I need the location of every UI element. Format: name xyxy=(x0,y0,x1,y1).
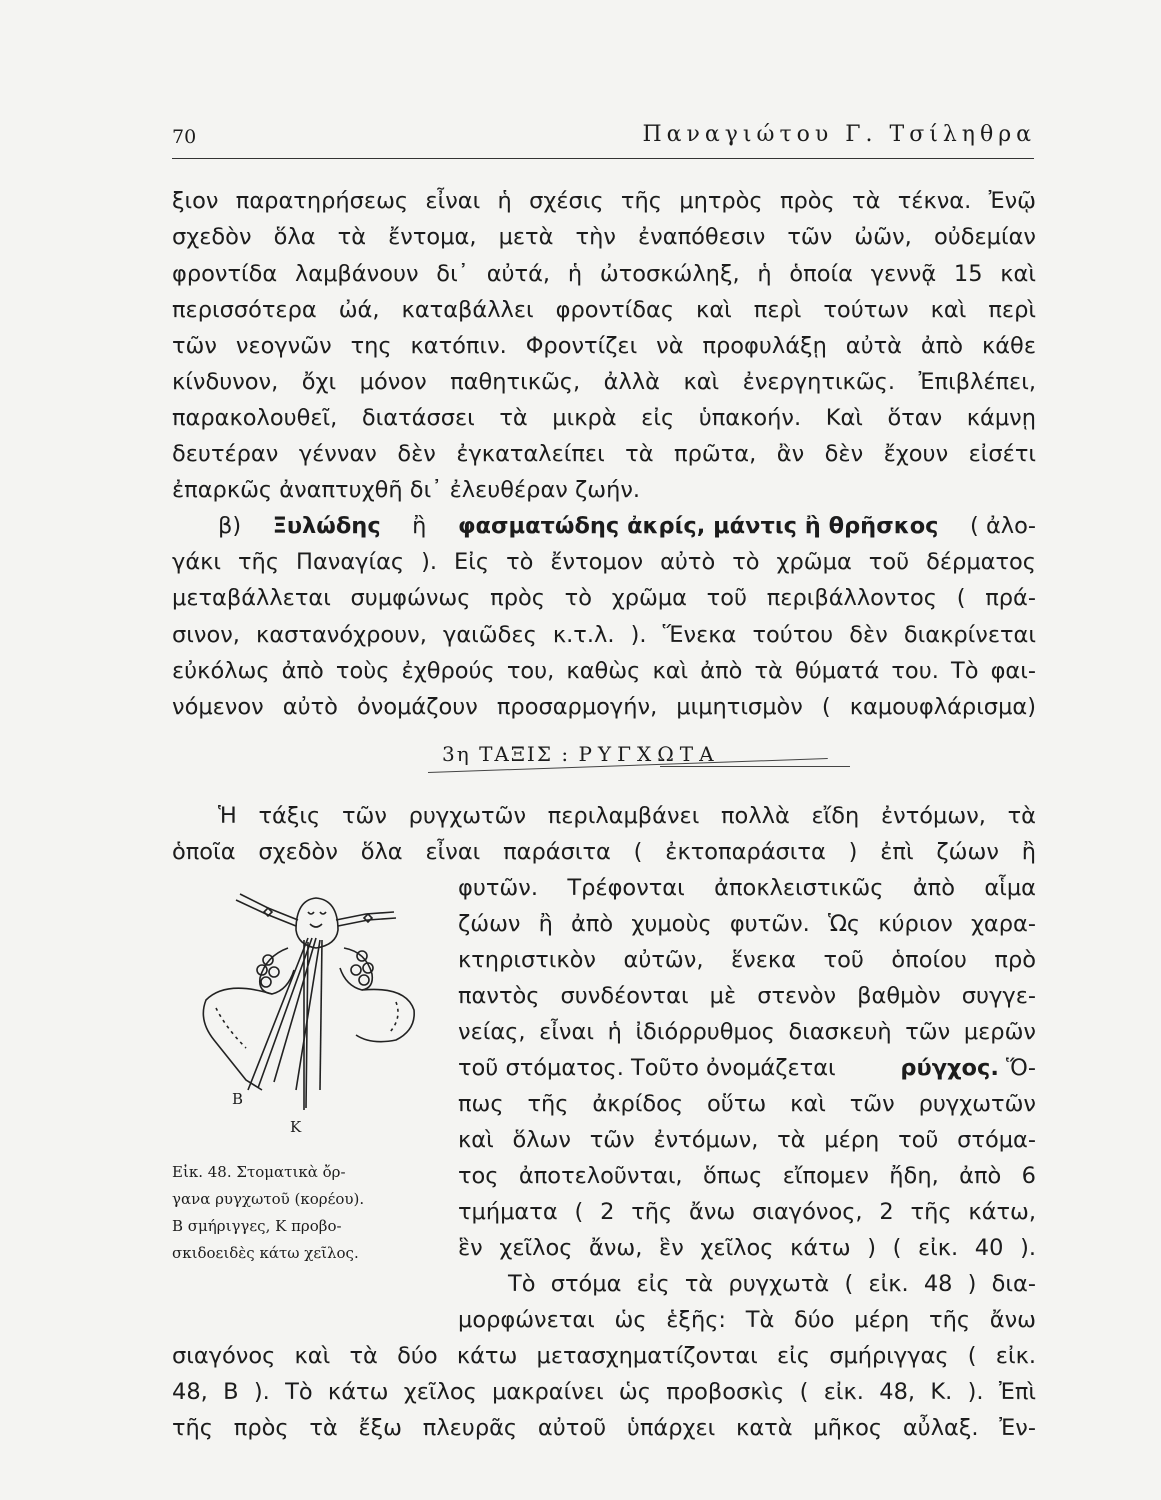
figure-caption-line: γανα ρυγχωτοῦ (κορέου). xyxy=(172,1190,365,1208)
text-line: τμήματα ( 2 τῆς ἄνω σιαγόνος, 2 τῆς κάτω, xyxy=(458,1199,1036,1225)
text-line-mantis xyxy=(218,515,1036,538)
text-line: περισσότερα ὠά, καταβάλλει φροντίδας καὶ περὶ τούτων καὶ περὶ xyxy=(172,297,1036,323)
text-line: Ἡ τάξις τῶν ρυγχωτῶν περιλαμβάνει πολλὰ εἴδη ἐντόμων, τὰ xyxy=(218,803,1036,829)
text-line: μορφώνεται ὡς ἑξῆς: Τὰ δύο μέρη τῆς ἄνω xyxy=(458,1307,1036,1333)
text-line: ὁποῖα σχεδὸν ὅλα εἶναι παράσιτα ( ἐκτοπαράσιτα ) ἐπὶ ζώων ἢ xyxy=(172,839,1036,865)
text-line: μεταβάλλεται συμφώνως πρὸς τὸ χρῶμα τοῦ περιβάλλοντος ( πρά- xyxy=(172,585,1036,611)
text-fragment: ( ἀλο- xyxy=(970,513,1036,539)
text-line: παντὸς συνδέονται μὲ στενὸν βαθμὸν συγγε- xyxy=(458,983,1036,1009)
heading-underline xyxy=(660,766,850,767)
text-line: νείας, εἶναι ἡ ἰδιόρρυθμος διασκευὴ τῶν μερῶν xyxy=(458,1019,1036,1045)
text-line: φυτῶν. Τρέφονται ἀποκλειστικῶς ἀπὸ αἷμα xyxy=(458,875,1036,901)
text-line: Τὸ στόμα εἰς τὰ ρυγχωτὰ ( εἰκ. 48 ) δια- xyxy=(508,1271,1036,1297)
text-line: νόμενον αὐτὸ ὀνομάζουν προσαρμογήν, μιμητισμὸν ( καμουφλάρισμα) xyxy=(172,694,1036,720)
figure-caption-line: Β σμήριγγες, Κ προβο- xyxy=(172,1217,342,1235)
text-line: τος ἀποτελοῦνται, ὅπως εἴπομεν ἤδη, ἀπὸ 6 xyxy=(458,1163,1036,1189)
figure-label-b: Β xyxy=(232,1090,244,1108)
item-label: β) xyxy=(218,513,242,539)
text-line: ξιον παρατηρήσεως εἶναι ἡ σχέσις τῆς μητρὸς πρὸς τὰ τέκνα. Ἐνῷ xyxy=(172,188,1036,214)
text-line-rhyngchos xyxy=(458,1057,1036,1080)
text-line: σιαγόνος καὶ τὰ δύο κάτω μετασχηματίζονται εἰς σμήριγγας ( εἰκ. xyxy=(172,1343,1036,1369)
text-line: τῶν νεογνῶν της κατόπιν. Φροντίζει νὰ προφυλάξῃ αὐτὰ ἀπὸ κάθε xyxy=(172,333,1036,359)
term-bold: φασματώδης ἀκρίς, μάντις ἢ θρῆσκος xyxy=(457,513,939,539)
text-line: καὶ ὅλων τῶν ἐντόμων, τὰ μέρη τοῦ στόμα- xyxy=(458,1127,1036,1153)
text-line: γάκι τῆς Παναγίας ). Εἰς τὸ ἔντομον αὐτὸ τὸ χρῶμα τοῦ δέρματος xyxy=(172,549,1036,575)
text-line: φροντίδα λαμβάνουν δι᾽ αὐτά, ἡ ὠτοσκώληξ, ἡ ὁποία γεννᾷ 15 καὶ xyxy=(172,261,1036,287)
text-fragment: τοῦ στόματος. Τοῦτο ὀνομάζεται xyxy=(458,1055,836,1081)
text-line: ζώων ἢ ἀπὸ χυμοὺς φυτῶν. Ὡς κύριον χαρα- xyxy=(458,911,1036,937)
text-line: κτηριστικὸν αὐτῶν, ἕνεκα τοῦ ὁποίου πρὸ xyxy=(458,947,1036,973)
text-line: 48, Β ). Τὸ κάτω χεῖλος μακραίνει ὡς προβοσκὶς ( εἰκ. 48, Κ. ). Ἐπὶ xyxy=(172,1379,1036,1405)
conjunction: ἢ xyxy=(412,513,427,539)
term-bold: ρύγχος. xyxy=(900,1055,999,1081)
page-number: 70 xyxy=(172,126,197,148)
figure-caption-line: Εἰκ. 48. Στοματικὰ ὄρ- xyxy=(172,1163,346,1181)
text-fragment: Ὅ- xyxy=(1006,1055,1036,1081)
page-header xyxy=(172,122,1036,156)
figure-label-k: Κ xyxy=(290,1118,302,1136)
figure-mouthparts xyxy=(196,890,436,1140)
section-title: ΡΥΓΧΩΤΑ xyxy=(578,742,720,766)
text-line: ἐπαρκῶς ἀναπτυχθῆ δι᾽ ἐλευθέραν ζωήν. xyxy=(172,477,641,503)
figure-caption-line: σκιδοειδὲς κάτω χεῖλος. xyxy=(172,1244,359,1262)
text-line: δευτέραν γένναν δὲν ἐγκαταλείπει τὰ πρῶτα, ἂν δὲν ἔχουν εἰσέτι xyxy=(172,441,1036,467)
text-line: πως τῆς ἀκρίδος οὕτω καὶ τῶν ρυγχωτῶν xyxy=(458,1091,1036,1117)
text-line: εὐκόλως ἀπὸ τοὺς ἐχθρούς του, καθὼς καὶ ἀπὸ τὰ θύματά του. Τὸ φαι- xyxy=(172,658,1036,684)
term-bold: Ξυλώδης xyxy=(272,513,381,539)
text-line: κίνδυνον, ὄχι μόνον παθητικῶς, ἀλλὰ καὶ ἐνεργητικῶς. Ἐπιβλέπει, xyxy=(172,369,1036,395)
section-label: ΤΑΞΙΣ : xyxy=(479,742,571,766)
header-rule xyxy=(172,158,1034,159)
text-line: τῆς πρὸς τὰ ἔξω πλευρᾶς αὐτοῦ ὑπάρχει κατὰ μῆκος αὖλαξ. Ἐν- xyxy=(172,1415,1036,1441)
running-head: Παναγιώτου Γ. Τσίληθρα xyxy=(642,122,1036,147)
text-line: ἓν χεῖλος ἄνω, ἓν χεῖλος κάτω ) ( εἰκ. 40 ). xyxy=(458,1235,1036,1261)
text-line: σχεδὸν ὅλα τὰ ἔντομα, μετὰ τὴν ἐναπόθεσιν τῶν ὠῶν, οὐδεμίαν xyxy=(172,224,1036,250)
text-line: παρακολουθεῖ, διατάσσει τὰ μικρὰ εἰς ὑπακοήν. Καὶ ὅταν κάμνῃ xyxy=(172,405,1036,431)
section-number: 3η xyxy=(442,742,471,766)
text-line: σινον, καστανόχρουν, γαιῶδες κ.τ.λ. ). Ἕνεκα τούτου δὲν διακρίνεται xyxy=(172,622,1036,648)
